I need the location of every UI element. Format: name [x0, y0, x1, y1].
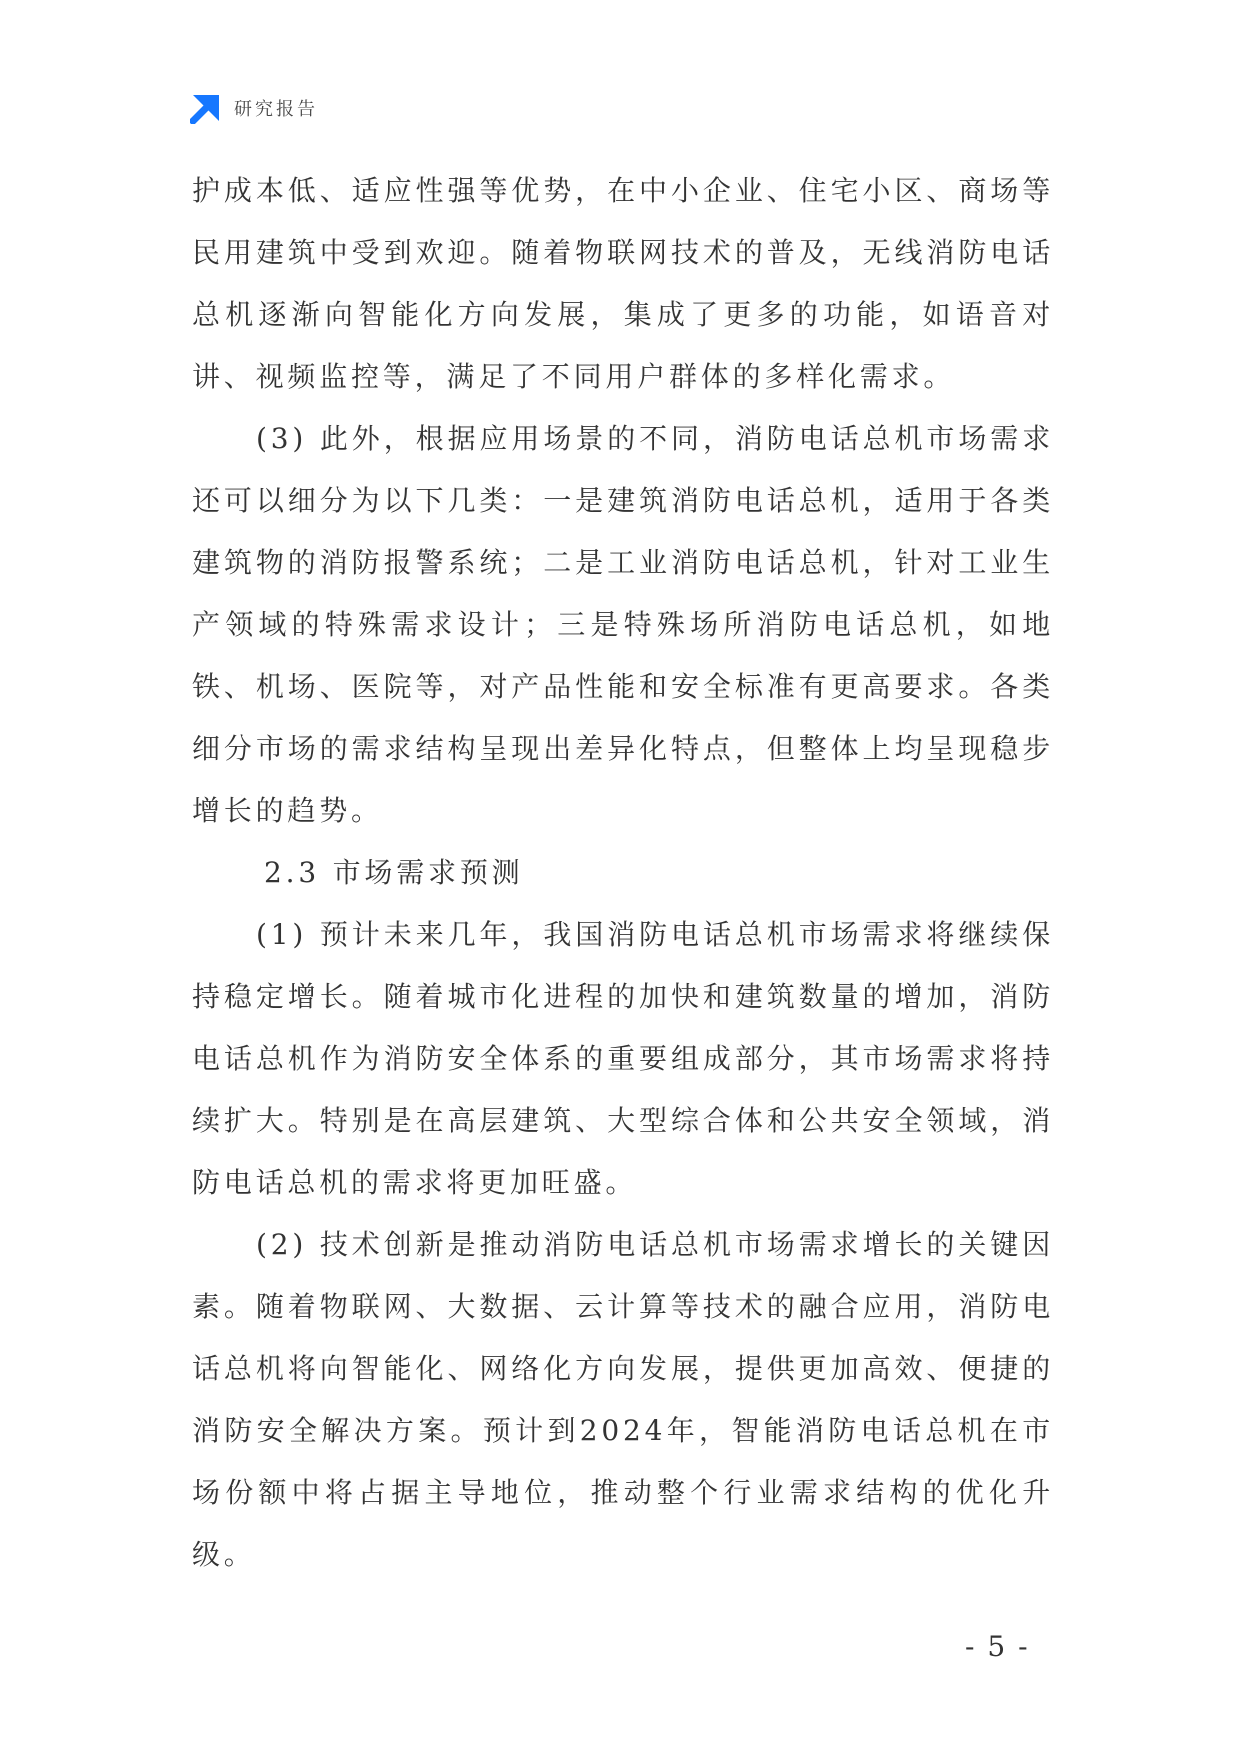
arrow-up-right-icon	[190, 92, 222, 124]
paragraph-forecast-1: (1) 预计未来几年，我国消防电话总机市场需求将继续保持稳定增长。随着城市化进程的加快和建筑数量的增加，消防电话总机作为消防安全体系的重要组成部分，其市场需求将持续扩大。特别是在高层建筑、大型综合体和公共安全领域，消防电话总机的需求将更加旺盛。	[192, 918, 1054, 1199]
paragraph-forecast-2: (2) 技术创新是推动消防电话总机市场需求增长的关键因素。随着物联网、大数据、云计算等技术的融合应用，消防电话总机将向智能化、网络化方向发展，提供更加高效、便捷的消防安全解决方案。预计到2024年，智能消防电话总机在市场份额中将占据主导地位，推动整个行业需求结构的优化升级。	[192, 1228, 1054, 1571]
section-heading: 2.3 市场需求预测	[264, 856, 524, 889]
paragraph-3: (3) 此外，根据应用场景的不同，消防电话总机市场需求还可以细分为以下几类：一是建筑消防电话总机，适用于各类建筑物的消防报警系统；二是工业消防电话总机，针对工业生产领域的特殊需求设计；三是特殊场所消防电话总机，如地铁、机场、医院等，对产品性能和安全标准有更高要求。各类细分市场的需求结构呈现出差异化特点，但整体上均呈现稳步增长的趋势。	[192, 422, 1054, 827]
paragraph-continuation: 护成本低、适应性强等优势，在中小企业、住宅小区、商场等民用建筑中受到欢迎。随着物联网技术的普及，无线消防电话总机逐渐向智能化方向发展，集成了更多的功能，如语音对讲、视频监控等，满足了不同用户群体的多样化需求。	[192, 174, 1054, 393]
page-header	[190, 90, 318, 126]
page-number: - 5 -	[965, 1630, 1030, 1663]
document-body	[192, 160, 1054, 1586]
header-title: 研究报告	[234, 99, 318, 120]
